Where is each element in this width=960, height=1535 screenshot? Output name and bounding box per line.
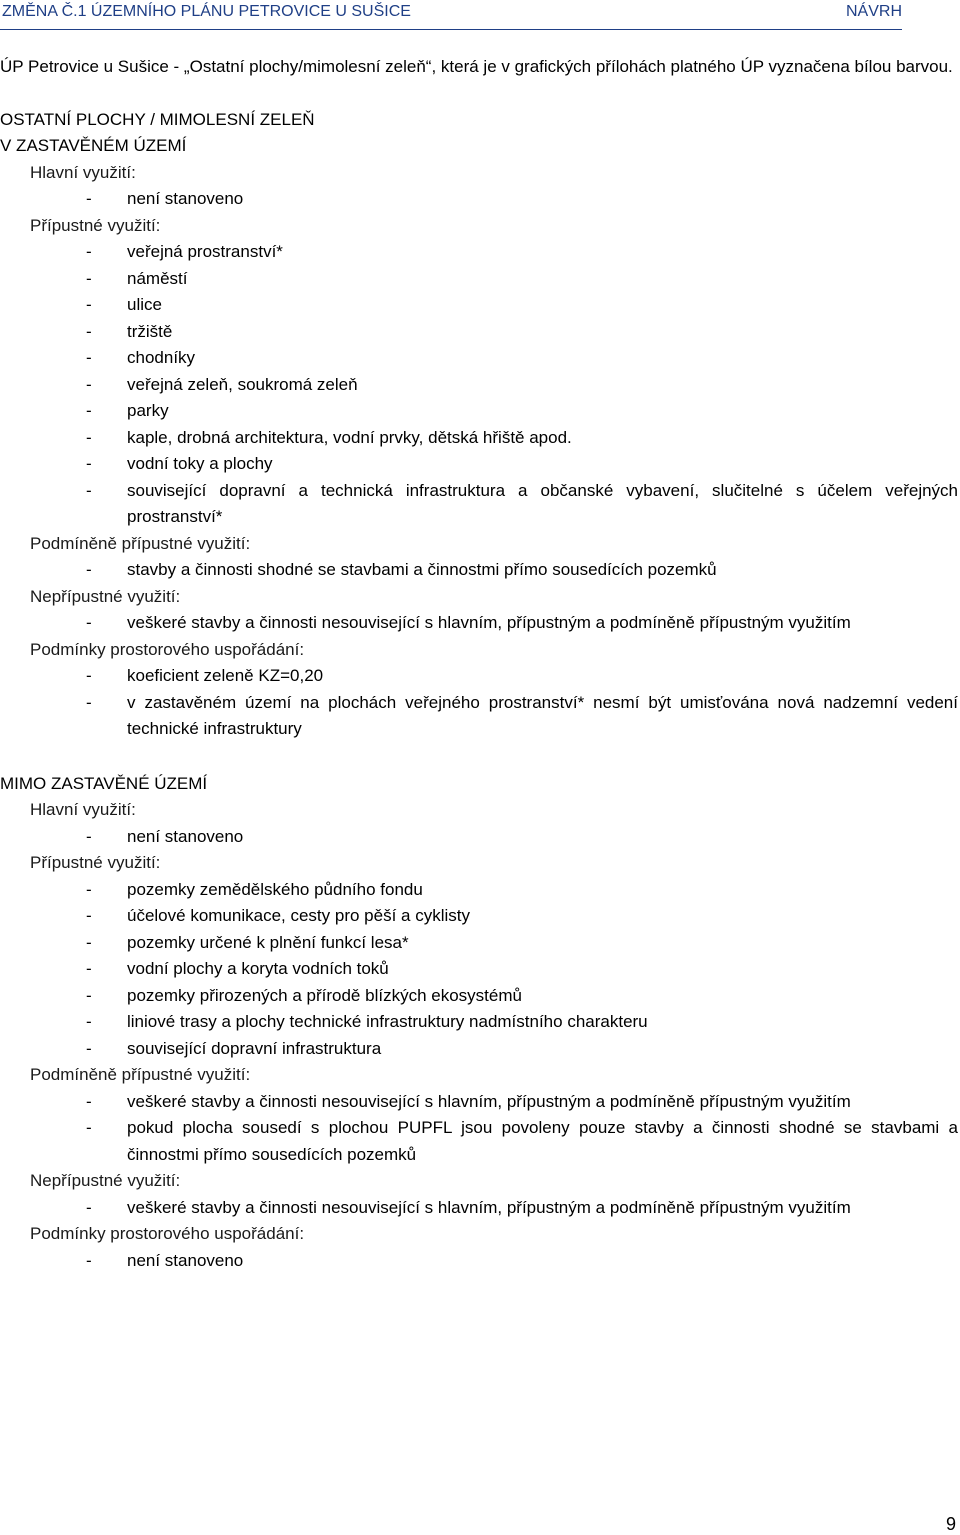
item-list <box>0 610 958 637</box>
list-item: - veřejná zeleň, soukromá zeleň <box>0 372 958 399</box>
list-item: - kaple, drobná architektura, vodní prvky, dětská hřiště apod. <box>0 425 958 452</box>
list-item: - ulice <box>0 292 958 319</box>
header-divider <box>0 29 902 30</box>
list-item: - není stanoveno <box>0 1248 958 1275</box>
category-label: Hlavní využití: <box>30 162 136 182</box>
list-item: - veškeré stavby a činnosti nesouvisející s hlavním, přípustným a podmíněně přípustným využitím <box>0 1089 958 1116</box>
list-item: - liniové trasy a plochy technické infrastruktury nadmístního charakteru <box>0 1009 958 1036</box>
list-item: - vodní plochy a koryta vodních toků <box>0 956 958 983</box>
list-item: - koeficient zeleně KZ=0,20 <box>0 663 958 690</box>
category-label: Přípustné využití: <box>30 853 161 872</box>
sections-container <box>0 133 958 1274</box>
category-label: Podmínky prostorového uspořádání: <box>30 639 305 659</box>
item-list <box>0 877 958 1063</box>
list-item: - chodníky <box>0 345 958 372</box>
list-item: - tržiště <box>0 319 958 346</box>
item-list <box>0 663 958 743</box>
main-heading: OSTATNÍ PLOCHY / MIMOLESNÍ ZELEŇ <box>0 109 315 129</box>
page-number: 9 <box>945 1514 956 1534</box>
list-item: - veřejná prostranství* <box>0 239 958 266</box>
header-document-title: ZMĚNA Č.1 ÚZEMNÍHO PLÁNU PETROVICE U SUŠICE <box>2 3 411 20</box>
item-list <box>0 239 958 531</box>
header-status: NÁVRH <box>845 3 902 20</box>
list-item: - parky <box>0 398 958 425</box>
list-item: - veškeré stavby a činnosti nesouvisející s hlavním, přípustným a podmíněně přípustným využitím <box>0 1195 958 1222</box>
category-label: Podmíněně přípustné využití: <box>30 1065 251 1084</box>
document-body <box>0 54 958 1274</box>
intro-paragraph: ÚP Petrovice u Sušice - „Ostatní plochy/mimolesní zeleň“, která je v grafických přílohách platného ÚP vyznačena bílou barvou. <box>0 57 953 76</box>
list-item: - související dopravní infrastruktura <box>0 1036 958 1063</box>
category-label: Hlavní využití: <box>30 800 136 819</box>
item-list <box>0 824 958 851</box>
list-item: - není stanoveno <box>0 186 958 213</box>
item-list <box>0 1195 958 1222</box>
list-item: - pokud plocha sousedí s plochou PUPFL jsou povoleny pouze stavby a činnosti shodné se stavbami a činnostmi přímo sousedících pozemků <box>0 1115 958 1168</box>
list-item: - související dopravní a technická infrastruktura a občanské vybavení, slučitelné s účelem veřejných prostranství* <box>0 478 958 531</box>
item-list <box>0 186 958 213</box>
category-label: Přípustné využití: <box>30 215 161 235</box>
list-item: - pozemky zemědělského půdního fondu <box>0 877 958 904</box>
item-list <box>0 557 958 584</box>
item-list <box>0 1248 958 1275</box>
list-item: - v zastavěném území na plochách veřejného prostranství* nesmí být umisťována nová nadzemní vedení technické infrastruktury <box>0 690 958 743</box>
category-label: Nepřípustné využití: <box>30 1171 181 1190</box>
list-item: - veškeré stavby a činnosti nesouvisející s hlavním, přípustným a podmíněně přípustným využitím <box>0 610 958 637</box>
list-item: - náměstí <box>0 266 958 293</box>
list-item: - stavby a činnosti shodné se stavbami a činnostmi přímo sousedících pozemků <box>0 557 958 584</box>
category-label: Podmíněně přípustné využití: <box>30 533 251 553</box>
item-list <box>0 1089 958 1169</box>
list-item: - účelové komunikace, cesty pro pěší a cyklisty <box>0 903 958 930</box>
list-item: - není stanoveno <box>0 824 958 851</box>
section-heading: V ZASTAVĚNÉM ÚZEMÍ <box>0 136 187 155</box>
category-label: Nepřípustné využití: <box>30 586 181 606</box>
category-label: Podmínky prostorového uspořádání: <box>30 1224 305 1243</box>
list-item: - pozemky určené k plnění funkcí lesa* <box>0 930 958 957</box>
section-heading: MIMO ZASTAVĚNÉ ÚZEMÍ <box>0 773 208 793</box>
page-header <box>0 0 902 24</box>
list-item: - pozemky přirozených a přírodě blízkých ekosystémů <box>0 983 958 1010</box>
list-item: - vodní toky a plochy <box>0 451 958 478</box>
